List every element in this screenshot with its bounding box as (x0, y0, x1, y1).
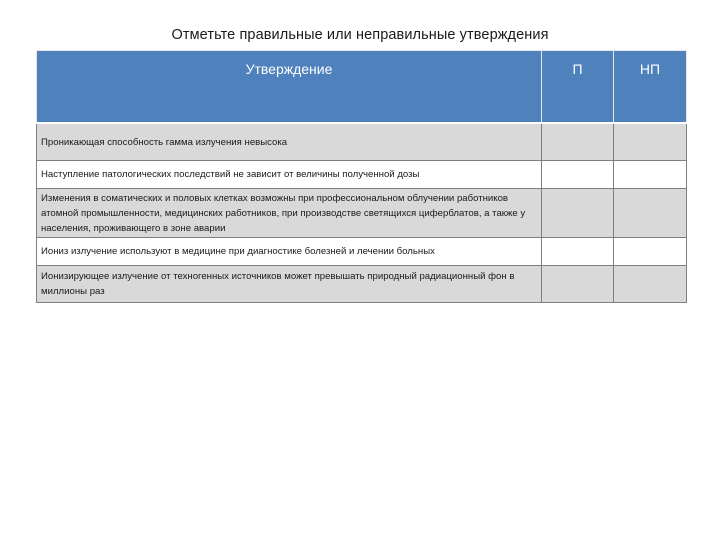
answer-true-cell[interactable] (542, 189, 614, 238)
table-row (37, 266, 687, 303)
table-row (37, 189, 687, 238)
statement-cell: Наступление патологических последствий не зависит от величины полученной дозы (37, 161, 542, 189)
statement-cell: Ионизирующее излучение от техногенных источников может превышать природный радиационный фон в миллионы раз (37, 266, 542, 303)
answer-true-cell[interactable] (542, 161, 614, 189)
table-row (37, 238, 687, 266)
table-row (37, 161, 687, 189)
answer-false-cell[interactable] (614, 123, 687, 161)
answer-true-cell[interactable] (542, 123, 614, 161)
header-false: НП (614, 51, 687, 124)
answer-true-cell[interactable] (542, 238, 614, 266)
statement-cell: Иониз излучение используют в медицине при диагностике болезней и лечении больных (37, 238, 542, 266)
page-title: Отметьте правильные или неправильные утверждения (171, 27, 549, 43)
header-true: П (542, 51, 614, 124)
statements-table (36, 50, 687, 303)
statement-cell: Изменения в соматических и половых клетках возможны при профессиональном облучении работников атомной промышленности, медицинских работников, при производстве светящихся циферблатов, а также у населения, проживающего в зоне аварии (37, 189, 542, 238)
table-header-row (37, 51, 687, 124)
answer-false-cell[interactable] (614, 266, 687, 303)
answer-true-cell[interactable] (542, 266, 614, 303)
header-statement: Утверждение (37, 51, 542, 124)
answer-false-cell[interactable] (614, 238, 687, 266)
table-row (37, 123, 687, 161)
answer-false-cell[interactable] (614, 161, 687, 189)
statement-cell: Проникающая способность гамма излучения невысока (37, 123, 542, 161)
answer-false-cell[interactable] (614, 189, 687, 238)
